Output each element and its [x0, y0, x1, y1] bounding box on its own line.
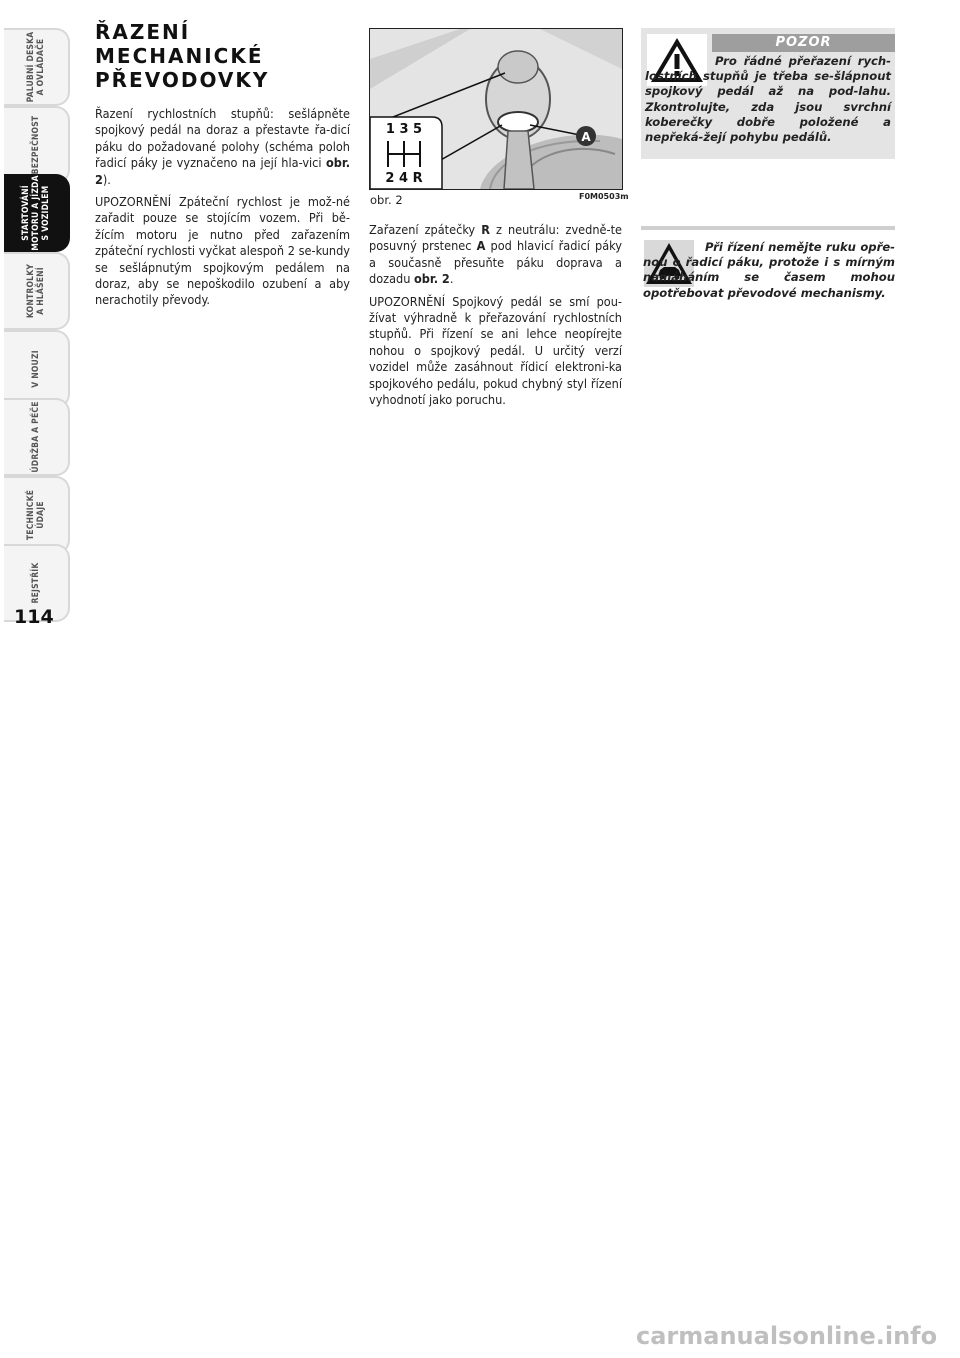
note-text: Při řízení nemějte ruku opře-nou o řadicí páku, protože i s mírným namáháním se časem mohou opotřebovat převodové mechanismy. — [643, 240, 895, 300]
tab-label: TECHNICKÉ ÚDAJE — [26, 489, 46, 541]
callout-label: A — [581, 130, 591, 144]
tab-palubni-deska[interactable] — [4, 28, 70, 106]
note-box — [641, 226, 895, 320]
title-line: MECHANICKÉ — [95, 44, 264, 68]
gear-lever-illustration — [370, 29, 622, 189]
tab-label: KONTROLKY A HLÁŠENÍ — [26, 263, 46, 319]
warning-text: Pro řádné přeřazení rych-lostních stupňů je třeba se-šlápnout spojkový pedál až na pod-lahu. Zkontrolujte, zda jsou svrchní koberečky dobře položené a nepřeká-žejí pohybu pedálů. — [645, 54, 891, 145]
reverse-gear-symbol: R — [481, 222, 490, 237]
figure-reference: obr. 2 — [414, 271, 450, 287]
tab-v-nouzi[interactable] — [4, 330, 70, 408]
figure-code: F0M0503m — [579, 192, 629, 201]
middle-column — [369, 222, 622, 414]
gear-pattern-bottom: 2 4 R — [385, 171, 423, 186]
gear-lever-figure — [369, 28, 623, 190]
ring-label: A — [476, 238, 486, 254]
gear-pattern-top: 1 3 5 — [385, 122, 423, 137]
warning-box — [641, 28, 895, 159]
section-title — [95, 20, 350, 92]
paragraph: Zařazení zpátečky R z neutrálu: zvedně-te posuvný prstenec A pod hlavicí řadicí páky a současně přesuňte páku doprava a dozadu obr. 2. — [369, 222, 622, 287]
tab-bezpecnost[interactable] — [4, 106, 70, 184]
tab-technicke-udaje[interactable] — [4, 476, 70, 554]
figure-reference: obr. 2 — [95, 155, 350, 187]
page-number: 114 — [14, 606, 54, 628]
tab-label: STARTOVÁNÍ MOTORU A JÍZDA S VOZIDLEM — [21, 175, 51, 251]
watermark: carmanualsonline.info — [636, 1322, 938, 1350]
paragraph: UPOZORNĚNÍ Zpáteční rychlost je mož-né zařadit pouze se stojícím vozem. Při bě-žícím motoru je nutno před zařazením zpáteční rychlosti vyčkat alespoň 2 se-kundy se sešlápnutým spojkovým pedálem na doraz, aby se nepoškodilo ozubení a aby nerachotily převody. — [95, 194, 350, 308]
tab-label: V NOUZI — [31, 350, 41, 388]
tab-label: ÚDRŽBA A PÉČE — [31, 401, 41, 473]
paragraph: UPOZORNĚNÍ Spojkový pedál se smí pou-žívat výhradně k přeřazování rychlostních stupňů. Při řízení se ani lehce neopírejte nohou o spojkový pedál. U určitý verzí vozidel může zasáhnout řídicí elektroni-ka spojkového pedálu, pokud chybný styl řízení vyhodnotí jako poruchu. — [369, 293, 622, 408]
paragraph: Řazení rychlostních stupňů: sešlápněte spojkový pedál na doraz a přestavte řa-dicí páku do požadované polohy (schéma poloh řadicí páky je vyznačeno na její hla-vici obr. 2). — [95, 106, 350, 187]
tab-kontrolky[interactable] — [4, 252, 70, 330]
title-line: PŘEVODOVKY — [95, 68, 270, 92]
title-line: ŘAZENÍ — [95, 20, 191, 44]
figure-caption: obr. 2 — [370, 193, 403, 207]
tab-startovani[interactable] — [4, 174, 70, 252]
section-column — [95, 20, 350, 315]
warning-heading: POZOR — [712, 34, 895, 52]
tab-label: REJSTŘÍK — [31, 562, 41, 604]
tab-udrzba[interactable] — [4, 398, 70, 476]
chapter-sidebar — [0, 0, 75, 640]
tab-label: PALUBNÍ DESKA A OVLÁDAČE — [26, 31, 46, 103]
tab-label: BEZPEČNOST — [31, 115, 41, 175]
